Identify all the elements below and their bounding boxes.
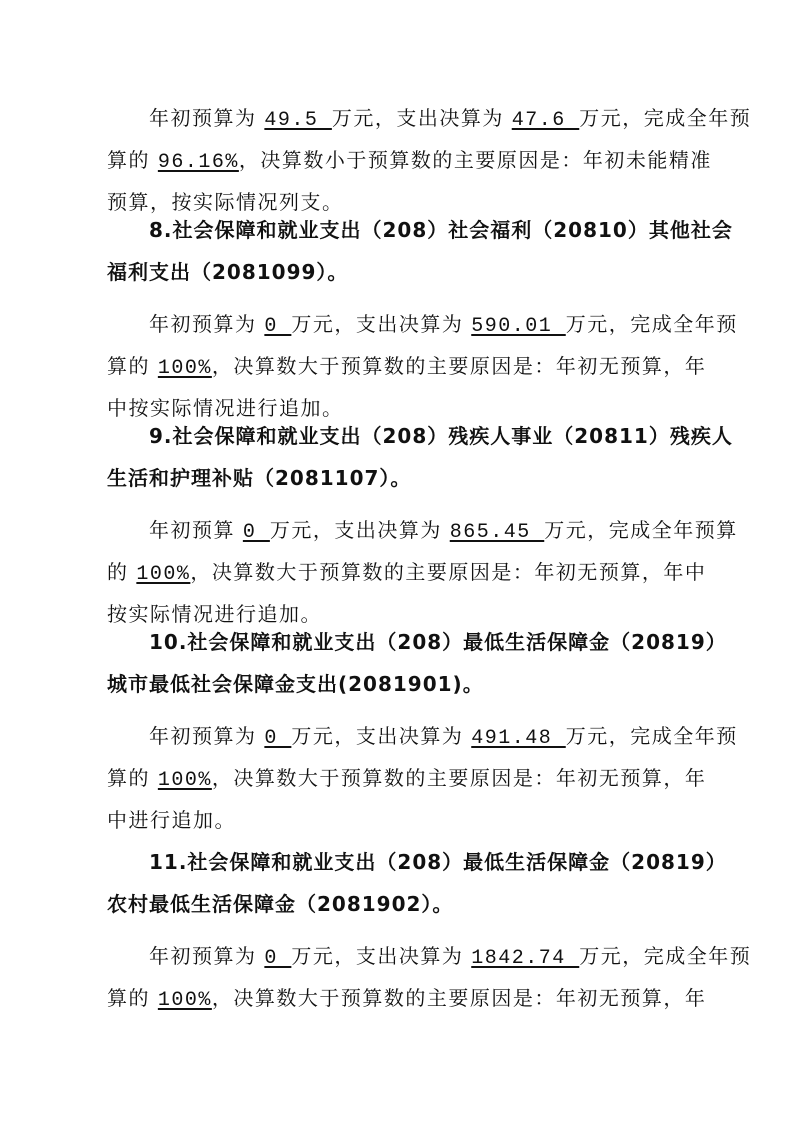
underlined-value: 100% <box>157 989 212 1012</box>
underlined-value: 96.16% <box>157 151 239 174</box>
text-segment: 万元，完成全年预 <box>579 106 752 130</box>
underlined-value: 491.48 <box>471 727 566 750</box>
text-segment: 福利支出（2081099）。 <box>107 260 349 284</box>
text-segment: ，决算数大于预算数的主要原因是：年初无预算，年 <box>211 354 707 378</box>
text-segment: 9.社会保障和就业支出（208）残疾人事业（20811）残疾人 <box>149 424 733 448</box>
text-segment: 万元，完成全年预 <box>565 312 738 336</box>
text-segment: 的 <box>107 560 137 584</box>
paragraph-line <box>149 104 751 135</box>
text-segment: 万元，支出决算为 <box>291 724 472 748</box>
heading-line <box>107 890 453 918</box>
text-segment: ，决算数大于预算数的主要原因是：年初无预算，年 <box>211 986 707 1010</box>
text-segment: 年初预算为 <box>149 312 265 336</box>
text-segment: 算的 <box>107 766 158 790</box>
paragraph-line <box>107 352 706 383</box>
underlined-value: 1842.74 <box>471 947 580 970</box>
text-segment: 按实际情况进行追加。 <box>107 602 322 626</box>
underlined-value: 47.6 <box>511 109 580 132</box>
underlined-value: 0 <box>264 947 292 970</box>
text-segment: 万元，完成全年预 <box>565 724 738 748</box>
underlined-value: 0 <box>242 521 270 544</box>
heading-line <box>107 258 348 286</box>
text-segment: 万元，支出决算为 <box>331 106 512 130</box>
text-segment: 万元，完成全年预算 <box>544 518 738 542</box>
paragraph-line <box>149 516 738 547</box>
paragraph-line <box>107 394 344 422</box>
heading-line <box>149 628 727 656</box>
text-segment: 年初预算 <box>149 518 243 542</box>
text-segment: 8.社会保障和就业支出（208）社会福利（20810）其他社会 <box>149 218 733 242</box>
text-segment: 年初预算为 <box>149 106 265 130</box>
text-segment: 农村最低生活保障金（2081902）。 <box>107 892 454 916</box>
heading-line <box>149 422 733 450</box>
paragraph-line <box>107 600 322 628</box>
underlined-value: 100% <box>157 769 212 792</box>
text-segment: ，决算数大于预算数的主要原因是：年初无预算，年 <box>211 766 707 790</box>
underlined-value: 0 <box>264 727 292 750</box>
underlined-value: 0 <box>264 315 292 338</box>
text-segment: 城市最低社会保障金支出(2081901)。 <box>107 672 484 696</box>
heading-line <box>149 216 733 244</box>
heading-line <box>107 464 411 492</box>
heading-line <box>107 670 484 698</box>
heading-line <box>149 848 727 876</box>
paragraph-line <box>107 558 706 589</box>
paragraph-line <box>149 942 751 973</box>
text-segment: 万元，支出决算为 <box>291 312 472 336</box>
text-segment: 万元，支出决算为 <box>269 518 450 542</box>
text-segment: 预算，按实际情况列支。 <box>107 190 344 214</box>
text-segment: 中按实际情况进行追加。 <box>107 396 344 420</box>
paragraph-line <box>149 722 738 753</box>
text-segment: 年初预算为 <box>149 944 265 968</box>
text-segment: 算的 <box>107 148 158 172</box>
text-segment: 11.社会保障和就业支出（208）最低生活保障金（20819） <box>149 850 727 874</box>
text-segment: 算的 <box>107 986 158 1010</box>
paragraph-line <box>107 984 706 1015</box>
paragraph-line <box>107 146 712 177</box>
text-segment: 中进行追加。 <box>107 808 236 832</box>
text-segment: 万元，支出决算为 <box>291 944 472 968</box>
underlined-value: 49.5 <box>264 109 332 132</box>
paragraph-line <box>107 806 236 834</box>
underlined-value: 100% <box>157 357 212 380</box>
text-segment: 10.社会保障和就业支出（208）最低生活保障金（20819） <box>149 630 727 654</box>
text-segment: ，决算数大于预算数的主要原因是：年初无预算，年中 <box>190 560 707 584</box>
paragraph-line <box>107 764 706 795</box>
underlined-value: 100% <box>136 563 191 586</box>
paragraph-line <box>149 310 738 341</box>
paragraph-line <box>107 188 344 216</box>
text-segment: ，决算数小于预算数的主要原因是：年初未能精准 <box>238 148 712 172</box>
text-segment: 算的 <box>107 354 158 378</box>
underlined-value: 590.01 <box>471 315 566 338</box>
underlined-value: 865.45 <box>449 521 545 544</box>
text-segment: 生活和护理补贴（2081107）。 <box>107 466 412 490</box>
text-segment: 年初预算为 <box>149 724 265 748</box>
text-segment: 万元，完成全年预 <box>579 944 752 968</box>
